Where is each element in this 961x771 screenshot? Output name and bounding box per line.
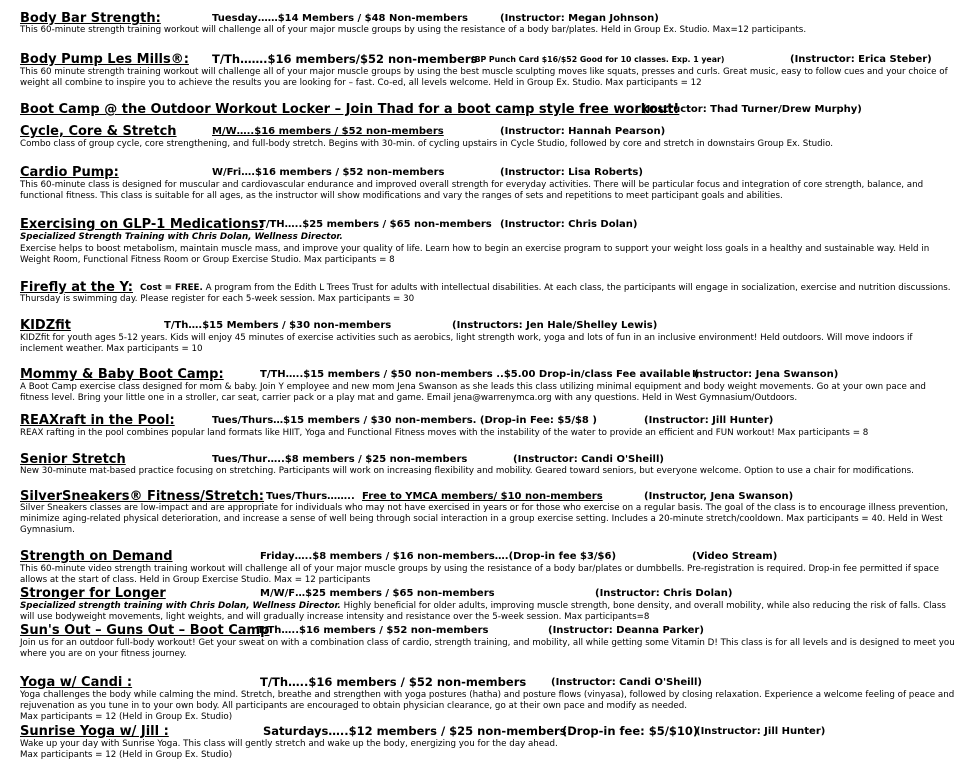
class-description-text: A program from the Edith L Trees Trust for adults with intellectual disabilities. At each class, the participants will engage in socialization, exercise and nutrition discussions. Thursday is swimming day. Please register for each 5-week session. Max participants = 30 [20,283,951,305]
class-title: Strength on Demand [20,549,173,564]
class-schedule: Tues/Thurs…$15 members / $30 non-members. (Drop-in Fee: $5/$8 ) [212,415,597,426]
class-description: Silver Sneakers classes are low-impact and are appropriate for individuals who may not have exercised in years or for those who exercise on a regular basis. The goal of the class is to encourage illness prevention, minimize aging-related physical deterioration, and increase a sense of well being through social interaction in a group exercise setting. Includes a 20-minute stretch/cooldown. Max participants = 40. Held in West Gymnasium. [20,503,949,536]
class-instructor: (Instructor: Thad Turner/Drew Murphy) [642,104,862,115]
class-title: Stronger for Longer [20,586,166,601]
class-title: Cycle, Core & Stretch [20,124,177,139]
class-entry [20,367,955,407]
class-lead: Specialized Strength Training with Chris Dolan, Wellness Director. [20,232,343,242]
class-instructor: (Instructor: Lisa Roberts) [500,167,643,178]
class-entry [20,413,955,440]
class-title: Body Bar Strength: [20,11,161,26]
class-description: Exercise helps to boost metabolism, maintain muscle mass, and improve your quality of life. Learn how to begin an exercise program to support your weight loss goals in a healthy and sustainable way. Held in Weight Room, Functional Fitness Room or Group Exercise Studio. Max participants = 8 [20,244,930,266]
class-description: This 60 minute strength training workout will challenge all of your major muscle groups by using the best muscle sculpting moves like squats, presses and curls. Great music, easy to follow cues and your choice of weight all combine to inspire you to achieve the results you are looking for – fast. Co-ed, all levels welcome. Held in Group Ex. Studio. Max participants = 12 [20,67,948,89]
class-title: REAXraft in the Pool: [20,413,175,428]
class-title: Sunrise Yoga w/ Jill : [20,724,169,739]
class-entry [20,102,955,119]
class-schedule: M/W/F…$25 members / $65 non-members [260,588,495,599]
class-description [20,283,955,305]
class-entry [20,724,955,764]
class-schedule: T/Th….$15 Members / $30 non-members [164,320,392,331]
class-schedule: M/W…..$16 members / $52 non-members [212,126,444,137]
class-entry [20,623,955,663]
class-instructor: (Instructor: Jill Hunter) [696,726,826,737]
class-schedule: Tuesday……$14 Members / $48 Non-members [212,13,468,24]
class-schedule: W/Fri….$16 members / $52 non-members [212,167,445,178]
class-entry [20,11,955,38]
class-lead: Specialized strength training with Chris Dolan, Wellness Director. [20,601,341,611]
class-cost: Cost = FREE. [140,283,203,293]
class-description: Yoga challenges the body while calming the mind. Stretch, breathe and strengthen with yoga postures (hatha) and posture flows (vinyasa), followed by closing relaxation. Experience a welcome feeling of peace and rejuvenation as you tune in to your own body. All participants are encouraged to obtain physician clearance, go at their own pace and modify as needed. [20,690,955,712]
class-title: Senior Stretch [20,452,126,467]
class-dropin: (Drop-in fee: $5/$10) [562,724,699,738]
class-instructor: (Video Stream) [692,551,778,562]
class-title: Body Pump Les Mills®: [20,52,189,67]
class-entry [20,318,955,356]
class-description: A Boot Camp exercise class designed for mom & baby. Join Y employee and new mom Jena Swanson as she leads this class utilizing minimal equipment and body weight movements. Go at your own pace and fitness level. Bring your little one in a stroller, car seat, carrier pack or a play mat and game. Email jena@warrenymca.org with any questions. Held in West Gymnasium/Outdoors. [20,382,926,404]
class-entry [20,489,955,541]
class-instructor: (Instructor: Deanna Parker) [548,625,704,636]
class-max-note: Max participants = 12 (Held in Group Ex. Studio) [20,750,233,760]
class-title: Sun's Out – Guns Out – Boot Camp [20,623,270,638]
class-schedule: T/TH…..$25 members / $65 non-members [259,219,492,230]
class-schedule: Tues/Thur…..$8 members / $25 non-members [212,454,468,465]
class-schedule-day: Tues/Thurs…….. [266,491,355,502]
class-entry [20,452,955,490]
class-description [20,601,955,623]
class-title: Exercising on GLP-1 Medications: [20,217,264,232]
class-description: This 60-minute class is designed for muscular and cardiovascular endurance and improved overall strength for everyday activities. There will be particular focus and integration of core strength, balance, and functional fitness. This class is suitable for all ages, as the instructor will show modifications and vary the ranges of sets and repetitions to meet participant goals and abilities. [20,180,924,202]
class-title: Mommy & Baby Boot Camp: [20,367,224,382]
class-instructor: Instructor: Jena Swanson) [692,369,839,380]
class-instructor: (Instructor: Chris Dolan) [500,219,638,230]
class-schedule: Friday…..$8 members / $16 non-members….(Drop-in fee $3/$6) [260,551,617,562]
class-schedule: T/Th…..$16 members / $52 non-members [257,625,489,636]
class-instructor: (Instructor: Jill Hunter) [644,415,774,426]
class-instructor: (Instructor: Chris Dolan) [595,588,733,599]
class-schedule: T/Th…….$16 members/$52 non-members [212,52,478,66]
class-title: KIDZfit [20,318,71,333]
class-max-note: Max participants = 12 (Held in Group Ex. Studio) [20,712,233,722]
class-schedule: Saturdays…..$12 members / $25 non-members [263,724,567,738]
class-entry [20,586,955,624]
class-description: Combo class of group cycle, core strengthening, and full-body stretch. Begins with 30-min. of cycling upstairs in Cycle Studio, followed by core and stretch in downstairs Group Ex. Studio. [20,139,834,149]
class-description: Wake up your day with Sunrise Yoga. This class will gently stretch and wake up the body, energizing you for the day ahead. [20,739,558,749]
class-instructor: (Instructors: Jen Hale/Shelley Lewis) [452,320,658,331]
class-entry [20,124,955,151]
class-title: Boot Camp @ the Outdoor Workout Locker – Join Thad for a boot camp style free workout! [20,102,680,117]
class-description: This 60-minute strength training workout will challenge all of your major muscle groups by using the resistance of a body bar/plates. Held in Group Ex. Studio. Max=12 participants. [20,25,807,35]
class-instructor: (Instructor: Candi O'Sheill) [513,454,664,465]
class-description: KIDZfit for youth ages 5-12 years. Kids will enjoy 45 minutes of exercise activities such as aerobics, light strength work, yoga and lots of fun in an inclusive environment! Held outdoors. Will move indoors if inclement weather. Max participants = 10 [20,333,913,355]
class-instructor: (Instructor: Candi O'Sheill) [551,677,702,688]
class-description: New 30-minute mat-based practice focusing on stretching. Participants will work on increasing flexibility and mobility. Geared toward seniors, but everyone welcome. Option to use a chair for modifications. [20,466,914,476]
class-schedule: T/Th…..$16 members / $52 non-members [260,675,527,689]
class-description: Join us for an outdoor full-body workout! Get your sweat on with a combination class of cardio, strength training, and mobility, all while getting some Vitamin D! This class is for all levels and is designed to meet you where you are on your fitness journey. [20,638,955,660]
class-entry [20,217,955,267]
class-title: SilverSneakers® Fitness/Stretch: [20,489,264,504]
class-instructor: (Instructor: Hannah Pearson) [500,126,666,137]
class-note: (BP Punch Card $16/$52 Good for 10 classes. Exp. 1 year) [471,55,725,64]
class-schedule: Free to YMCA members/ $10 non-members [362,491,603,502]
class-title: Yoga w/ Candi : [20,675,133,690]
class-entry [20,165,955,204]
class-description-text: Highly beneficial for older adults, improving muscle strength, bone density, and overall mobility, while also reducing the risk of falls. Class will use bodyweight movements, light weights, and will gradually increase intensity and resistance over the 5-week session. Max participants=8 [20,601,946,623]
class-description: This 60-minute video strength training workout will challenge all of your major muscle groups by using the resistance of a body bar/plates or dumbbells. Pre-registration is required. Drop-in fee permitted if space allows at the start of class. Held in Group Exercise Studio. Max = 12 participants [20,564,940,586]
class-instructor: (Instructor: Megan Johnson) [500,13,659,24]
class-entry [20,549,955,587]
class-schedule: T/TH…..$15 members / $50 non-members ..$5.00 Drop-in/class Fee available ( [260,369,699,380]
class-title: Cardio Pump: [20,165,119,180]
class-entry [20,675,955,725]
class-title: Firefly at the Y: [20,280,134,295]
class-instructor: (Instructor: Erica Steber) [790,54,932,65]
class-instructor: (Instructor, Jena Swanson) [644,491,794,502]
class-description: REAX rafting in the pool combines popular land formats like HIIT, Yoga and Functional Fitness moves with the instability of the water to provide an efficient and FUN workout! Max participants = 8 [20,428,869,438]
class-entry [20,280,955,308]
class-entry [20,52,955,92]
